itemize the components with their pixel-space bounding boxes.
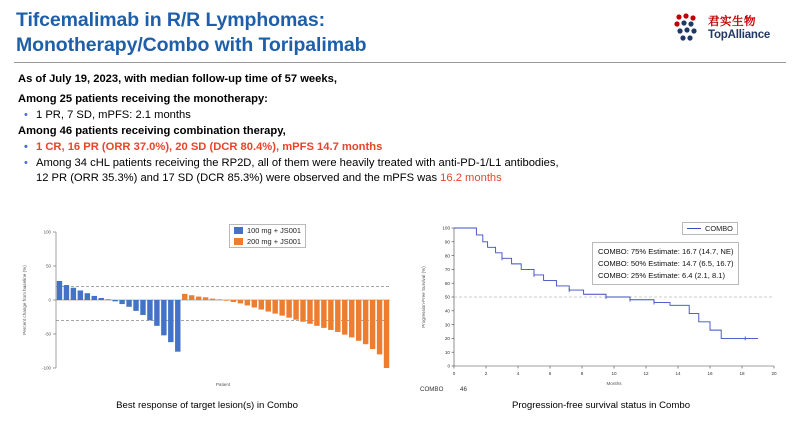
mono-heading: Among 25 patients receiving the monotherapy: [18, 92, 268, 105]
chl-mpfs-value: 16.2 months [440, 172, 502, 185]
km-legend [682, 222, 738, 235]
svg-text:6: 6 [548, 371, 552, 376]
svg-text:100: 100 [442, 225, 450, 231]
svg-text:12: 12 [643, 371, 649, 376]
waterfall-plot [14, 218, 400, 398]
svg-text:Percent change from baseline (: Percent change from baseline (%) [22, 265, 27, 335]
svg-text:0: 0 [48, 297, 51, 303]
km-chart [414, 218, 788, 398]
km-annotation-line: COMBO: 25% Estimate: 6.4 (2.1, 8.1) [598, 270, 726, 280]
combo-heading: Among 46 patients receiving combination therapy, [18, 124, 286, 137]
waterfall-legend [229, 224, 306, 248]
svg-text:10: 10 [444, 349, 450, 355]
chl-bullet-line2a: 12 PR (ORR 35.3%) and 17 SD (DCR 85.3%) were observed and the mPFS was [36, 172, 441, 185]
svg-text:2: 2 [484, 371, 488, 376]
asof-line: As of July 19, 2023, with median follow-up time of 57 weeks, [18, 73, 337, 85]
svg-text:0: 0 [447, 363, 450, 369]
svg-text:100: 100 [43, 229, 51, 235]
legend-label: 100 mg + JS001 [247, 226, 302, 235]
km-chart-panel [414, 218, 788, 411]
logo-chinese-text: 君实生物 [708, 16, 756, 28]
svg-text:0: 0 [452, 371, 456, 376]
km-caption: Progression-free survival status in Combo [511, 400, 691, 411]
svg-text:-100: -100 [42, 365, 51, 371]
combo-bullet: • 1 CR, 16 PR (ORR 37.0%), 20 SD (DCR 80.4%), mPFS 14.7 months [18, 140, 783, 156]
svg-text:8: 8 [580, 371, 584, 376]
svg-text:50: 50 [444, 294, 450, 300]
waterfall-caption: Best response of target lesion(s) in Combo [116, 400, 298, 411]
svg-text:20: 20 [444, 336, 450, 342]
svg-text:-50: -50 [44, 331, 51, 337]
svg-text:4: 4 [516, 371, 520, 376]
km-annotation-line: COMBO: 75% Estimate: 16.7 (14.7, NE) [598, 247, 734, 256]
logo-dot-mark-icon [670, 12, 704, 46]
svg-text:60: 60 [444, 280, 450, 286]
page-title-line2: Monotherapy/Combo with Toripalimab [16, 33, 367, 56]
svg-text:Progression-Free Survival (%): Progression-Free Survival (%) [421, 266, 426, 328]
slide-body-text [18, 72, 783, 187]
legend-line-swatch [687, 228, 701, 229]
legend-swatch [234, 227, 243, 234]
chl-bullet [18, 156, 783, 188]
chl-bullet-line1: Among 34 cHL patients receiving the RP2D, all of them were heavily treated with anti-PD-1/L1 antibodies, [36, 156, 559, 169]
svg-text:Months: Months [606, 381, 622, 386]
waterfall-chart-panel [14, 218, 400, 411]
svg-text:80: 80 [444, 253, 450, 259]
legend-label: 200 mg + JS001 [247, 237, 302, 246]
logo-english-text: TopAlliance [708, 29, 771, 41]
svg-text:16: 16 [707, 371, 713, 376]
legend-item [230, 225, 305, 236]
legend-swatch [234, 238, 243, 245]
topalliance-logo [670, 10, 790, 50]
slide-header [0, 0, 800, 60]
svg-text:20: 20 [771, 371, 777, 376]
legend-label: COMBO [705, 224, 733, 233]
km-annotation-line: COMBO: 50% Estimate: 14.7 (6.5, 16.7) [598, 258, 734, 268]
page-title [16, 8, 656, 58]
km-annotation-box [592, 242, 739, 285]
svg-text:70: 70 [444, 267, 450, 273]
legend-item [230, 236, 305, 247]
header-divider [14, 62, 786, 63]
km-risk-label: COMBO [420, 386, 444, 393]
svg-text:18: 18 [739, 371, 745, 376]
svg-text:30: 30 [444, 322, 450, 328]
km-risk-value: 46 [460, 386, 467, 393]
svg-text:14: 14 [675, 371, 681, 376]
svg-text:90: 90 [444, 239, 450, 245]
mono-bullet: • 1 PR, 7 SD, mPFS: 2.1 months [18, 108, 783, 124]
svg-text:Patient: Patient [215, 382, 231, 387]
svg-text:50: 50 [46, 263, 51, 269]
legend-item [683, 223, 737, 234]
waterfall-chart [14, 218, 400, 398]
svg-text:10: 10 [611, 371, 617, 376]
page-title-line1: Tifcemalimab in R/R Lymphomas: [16, 9, 326, 31]
svg-text:40: 40 [444, 308, 450, 314]
